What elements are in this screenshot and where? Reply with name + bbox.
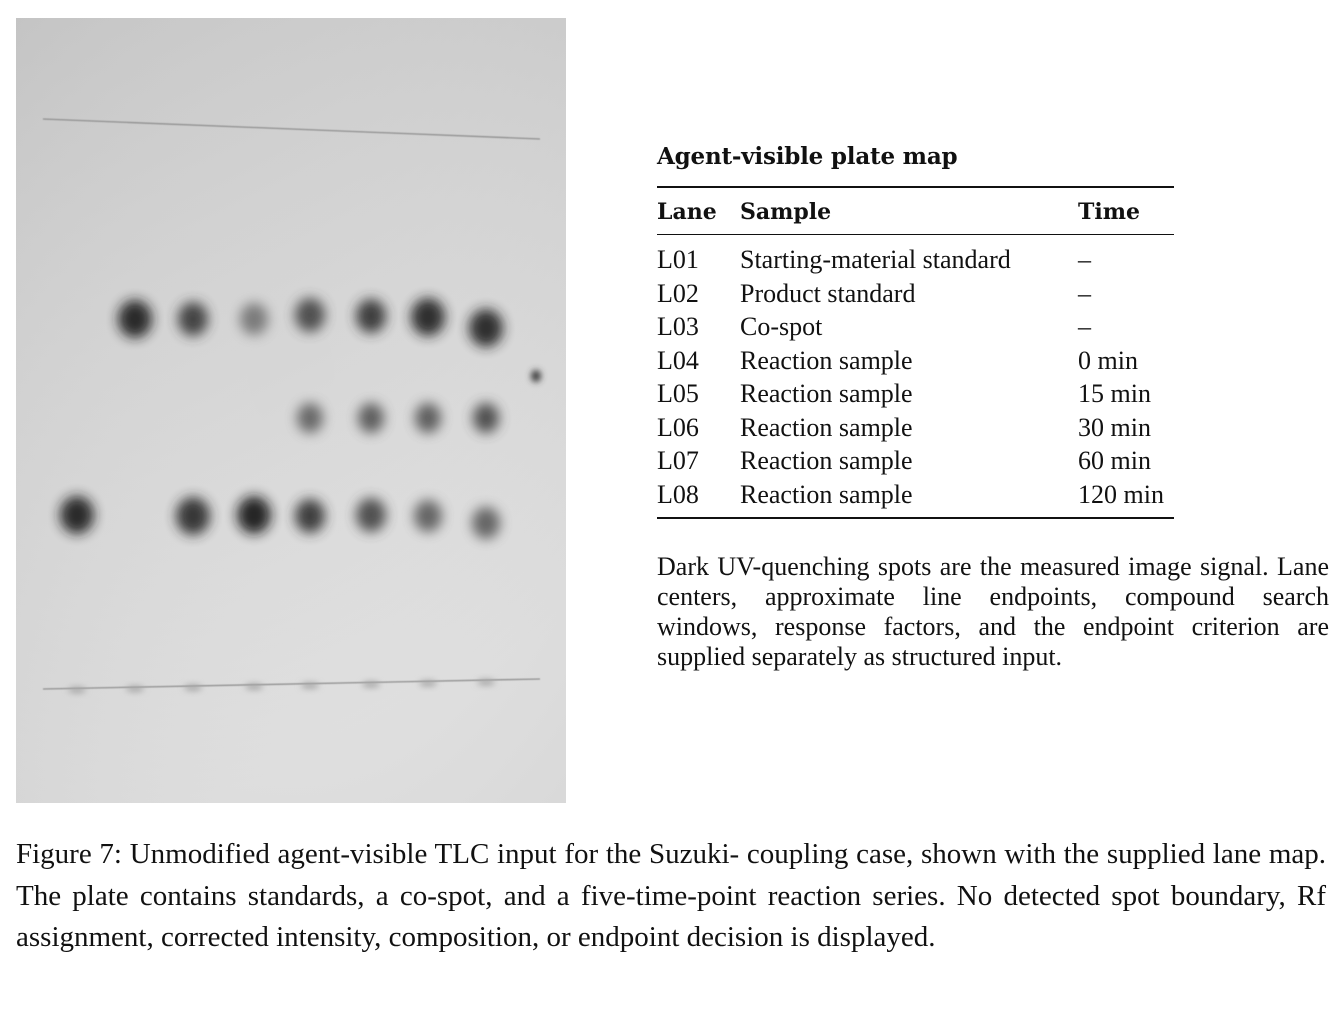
lane-cell: L03 xyxy=(657,312,699,341)
tlc-spot-l04 xyxy=(240,303,268,335)
baseline-mark-l01 xyxy=(68,687,86,693)
edge-mark xyxy=(531,370,541,382)
tlc-spot-l07 xyxy=(411,298,445,336)
time-cell: – xyxy=(1078,312,1091,341)
header-sample: Sample xyxy=(740,187,1078,235)
time-cell: 60 min xyxy=(1078,446,1151,475)
tlc-spot-l03 xyxy=(178,302,208,336)
time-cell: 30 min xyxy=(1078,412,1151,442)
tlc-spot-l08 xyxy=(473,403,499,433)
lane-cell: L06 xyxy=(657,412,699,442)
sample-cell: Co-spot xyxy=(740,312,823,341)
lane-cell: L04 xyxy=(657,345,699,375)
header-time: Time xyxy=(1078,187,1174,235)
time-cell: – xyxy=(1078,245,1091,274)
time-cell: 15 min xyxy=(1078,379,1151,408)
plate-note-paragraph: Dark UV-quenching spots are the measured image signal. Lane centers, approximate line endpoints, compound search windows, response factors, and the endpoint criterion are supplied separately as structured input. xyxy=(657,552,1329,671)
tlc-spot-l06 xyxy=(356,498,386,532)
lane-cell: L02 xyxy=(657,278,699,308)
tlc-spot-l06 xyxy=(356,299,386,333)
table-row xyxy=(657,377,1174,411)
baseline-mark-l07 xyxy=(419,680,437,686)
table-header-row xyxy=(657,187,1174,235)
lane-cell: L07 xyxy=(657,446,699,475)
table-row xyxy=(657,235,1174,277)
time-cell: 0 min xyxy=(1078,345,1138,375)
table-row xyxy=(657,444,1174,478)
tlc-spot-l05 xyxy=(295,499,325,533)
lane-cell: L08 xyxy=(657,479,699,509)
sample-cell: Reaction sample xyxy=(740,412,913,442)
tlc-spot-l07 xyxy=(415,403,441,433)
time-cell: 120 min xyxy=(1078,479,1164,509)
sample-cell: Reaction sample xyxy=(740,479,913,509)
sample-cell: Product standard xyxy=(740,278,916,308)
baseline-mark-l05 xyxy=(301,683,319,689)
plate-map-panel xyxy=(657,143,1177,519)
lane-cell: L01 xyxy=(657,245,699,274)
tlc-spot-l08 xyxy=(472,507,500,539)
tlc-plate-image xyxy=(16,18,566,803)
tlc-spot-l02 xyxy=(118,300,152,338)
sample-cell: Reaction sample xyxy=(740,446,913,475)
table-row xyxy=(657,310,1174,344)
baseline-mark-l04 xyxy=(245,684,263,690)
tlc-spot-l07 xyxy=(414,500,442,532)
lane-cell: L05 xyxy=(657,379,699,408)
table-row xyxy=(657,411,1174,445)
sample-cell: Starting-material standard xyxy=(740,245,1011,274)
tlc-spot-l05 xyxy=(297,403,323,433)
header-lane: Lane xyxy=(657,187,740,235)
plate-map-table xyxy=(657,186,1174,519)
tlc-spot-l01 xyxy=(60,496,94,534)
tlc-spot-l05 xyxy=(295,298,325,332)
table-row xyxy=(657,344,1174,378)
table-row xyxy=(657,478,1174,519)
baseline-mark-l02 xyxy=(126,686,144,692)
tlc-spot-l08 xyxy=(469,309,503,347)
table-row xyxy=(657,277,1174,311)
time-cell: – xyxy=(1078,278,1091,308)
baseline-mark-l03 xyxy=(184,685,202,691)
baseline-mark-l08 xyxy=(477,679,495,685)
figure-caption: Figure 7: Unmodified agent-visible TLC input for the Suzuki- coupling case, shown with the supplied lane map. The plate contains standards, a co-spot, and a five-time-point reaction series. No detected spot boundary, Rf assignment, corrected intensity, composition, or endpoint decision is displayed. xyxy=(16,838,1326,953)
tlc-spot-l04 xyxy=(237,496,271,534)
tlc-spot-l06 xyxy=(358,403,384,433)
baseline-mark-l06 xyxy=(362,682,380,688)
tlc-plate-svg xyxy=(16,18,566,803)
tlc-spot-l03 xyxy=(176,497,210,535)
sample-cell: Reaction sample xyxy=(740,379,913,408)
sample-cell: Reaction sample xyxy=(740,345,913,375)
plate-map-title: Agent-visible plate map xyxy=(657,143,958,170)
